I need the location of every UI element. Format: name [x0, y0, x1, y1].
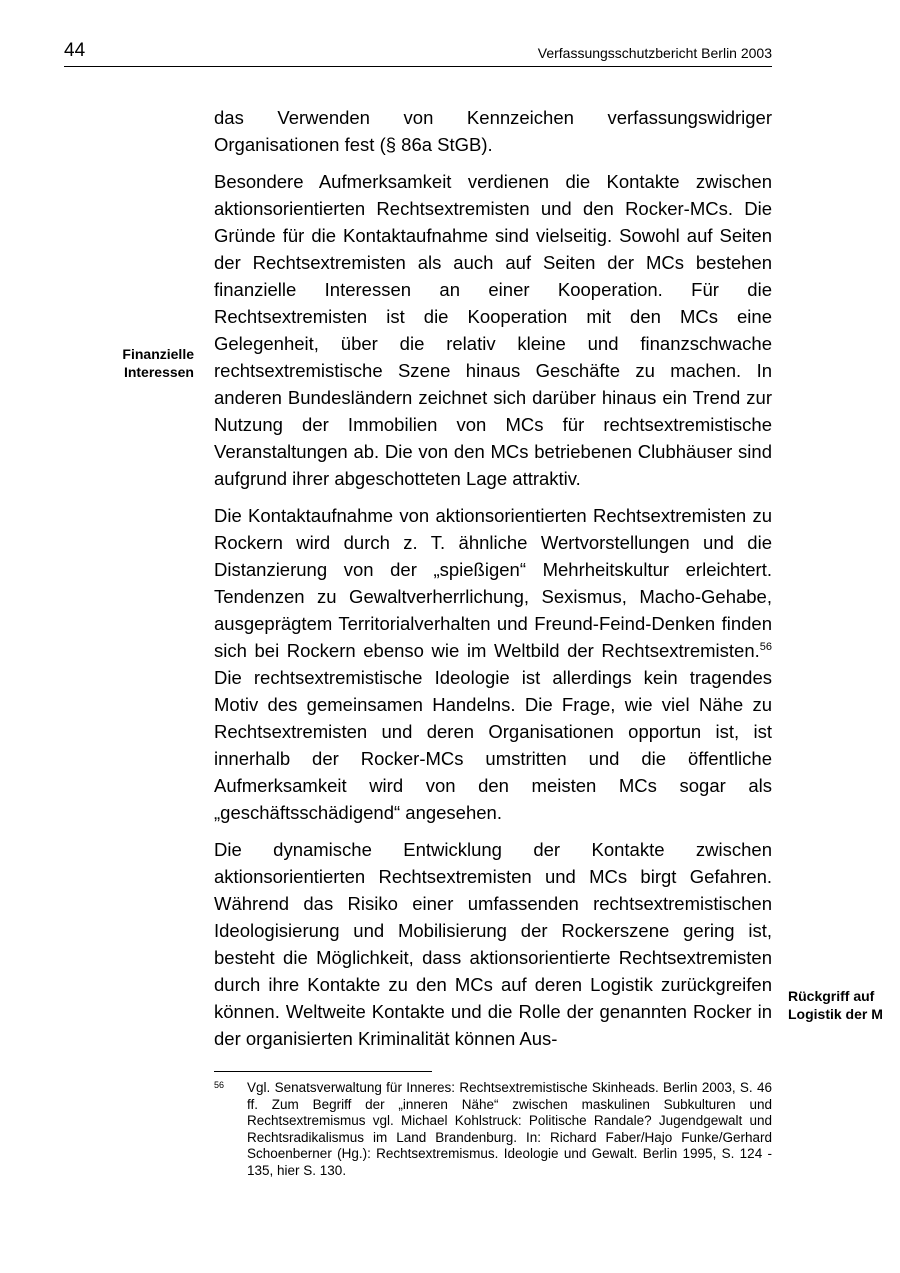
- main-text-column: [214, 104, 772, 1062]
- margin-note-line: Rückgriff auf: [788, 988, 875, 1004]
- page-number: 44: [64, 40, 86, 61]
- margin-note-line: Finanzielle: [122, 346, 194, 362]
- footnote-reference-56[interactable]: 56: [759, 640, 772, 653]
- footnote-separator: [214, 1071, 432, 1072]
- footnote-56: [214, 1080, 772, 1179]
- paragraph-3-text-a: Die Kontaktaufnahme von aktionsorientierten Rechtsextremisten zu Rockern wird durch z. T. ähnliche Wertvorstellungen und die Distanzierung von der „spießigen“ Mehrheitskultur erleichtert. Tendenzen zu Gewaltverherrlichung, Sexismus, Macho-Gehabe, ausgeprägtem Territorialverhalten und Freund-Feind-Denken finden sich bei Rockern ebenso wie im Weltbild der Rechtsextremisten.: [214, 505, 772, 661]
- paragraph-2: Besondere Aufmerksamkeit verdienen die Kontakte zwischen aktionsorientierten Rechtsextremisten und den Rocker-MCs. Die Gründe für die Kontaktaufnahme sind vielseitig. Sowohl auf Seiten der Rechtsextremisten als auch auf Seiten der MCs bestehen finanzielle Interessen an einer Kooperation. Für die Rechtsextremisten ist die Kooperation mit den MCs eine Gelegenheit, über die relativ kleine und finanzschwache rechtsextremistische Szene hinaus Geschäfte zu machen. In anderen Bundesländern zeichnet sich darüber hinaus ein Trend zur Nutzung der Immobilien von MCs für rechtsextremistische Veranstaltungen ab. Die von den MCs betriebenen Clubhäuser sind aufgrund ihrer abgeschotteten Lage attraktiv.: [214, 171, 772, 489]
- page-header: [64, 40, 772, 67]
- paragraph-1: das Verwenden von Kennzeichen verfassungswidriger Organisationen fest (§ 86a StGB).: [214, 107, 772, 155]
- running-title: Verfassungsschutzbericht Berlin 2003: [537, 45, 772, 61]
- margin-note-line: Logistik der M: [788, 1006, 883, 1022]
- footnote-number: 56: [214, 1080, 225, 1090]
- footnote-text: Vgl. Senatsverwaltung für Inneres: Rechtsextremistische Skinheads. Berlin 2003, S. 46 ff. Zum Begriff der „inneren Nähe“ zwischen maskulinen Subkulturen und Rechtsextremismus vgl. Michael Kohlstruck: Politische Randale? Jugendgewalt und Rechtsradikalismus im Land Brandenburg. In: Richard Faber/Hajo Funke/Gerhard Schoenberner (Hg.): Rechtsextremismus. Ideologie und Gewalt. Berlin 1995, S. 124 - 135, hier S. 130.: [247, 1080, 772, 1178]
- paragraph-3: [214, 502, 772, 826]
- paragraph-3-text-b: Die rechtsextremistische Ideologie ist allerdings kein tragendes Motiv des gemeinsamen Handelns. Die Frage, wie viel Nähe zu Rechtsextremisten und deren Organisationen opportun ist, ist innerhalb der Rocker-MCs umstritten und die öffentliche Aufmerksamkeit wird von den meisten MCs sogar als „geschäftsschädigend“ angesehen.: [214, 667, 772, 823]
- paragraph-4: Die dynamische Entwicklung der Kontakte zwischen aktionsorientierten Rechtsextremisten und MCs birgt Gefahren. Während das Risiko einer umfassenden rechtsextremistischen Ideologisierung und Mobilisierung der Rockerszene gering ist, besteht die Möglichkeit, dass aktionsorientierte Rechtsextremisten durch ihre Kontakte zu den MCs auf deren Logistik zurückgreifen können. Weltweite Kontakte und die Rolle der genannten Rocker in der organisierten Kriminalität können Aus-: [214, 839, 772, 1049]
- margin-note-rueckgriff-logistik: [788, 987, 883, 1023]
- margin-note-line: Interessen: [123, 364, 194, 380]
- margin-note-finanzielle-interessen: [122, 345, 194, 381]
